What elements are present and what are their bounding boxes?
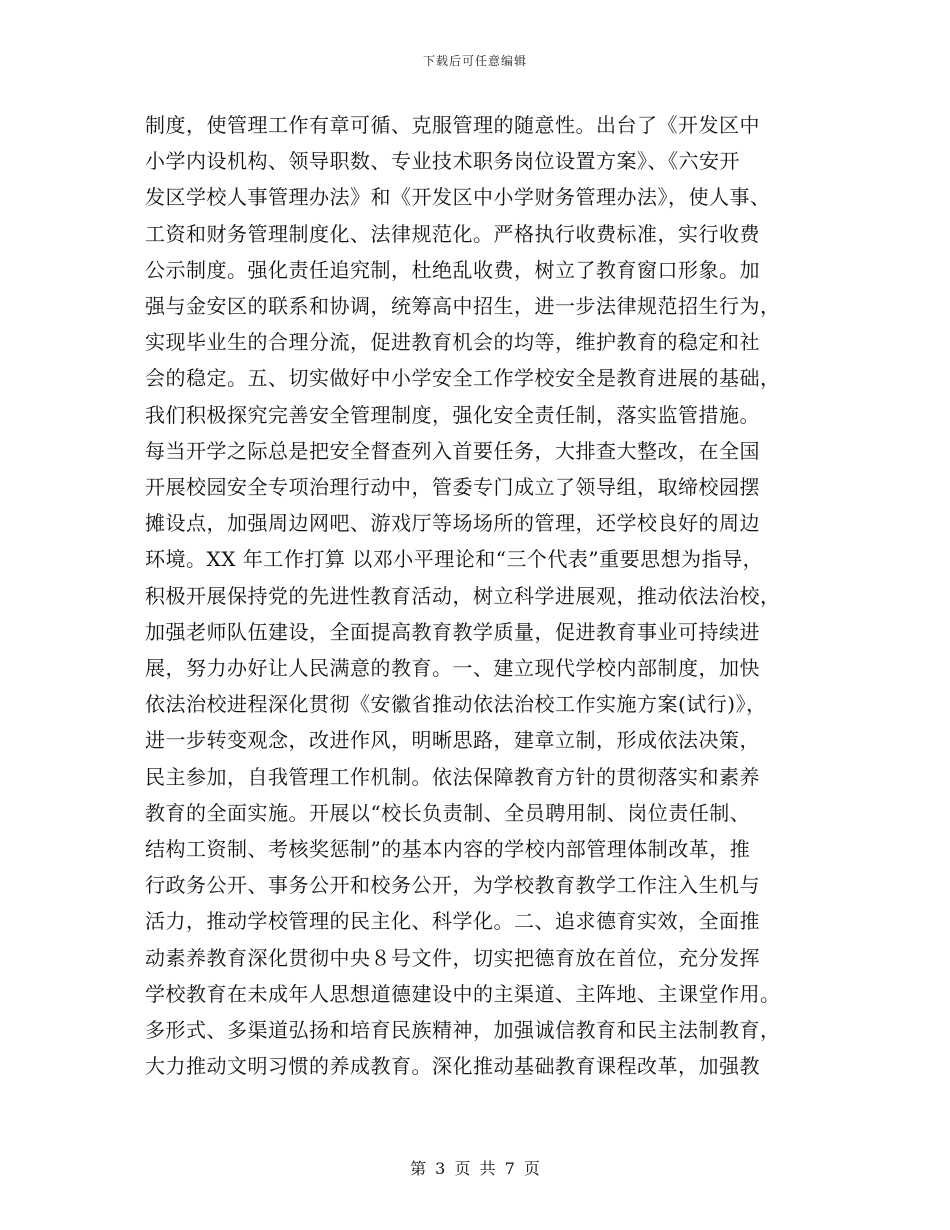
body-line: 活力，推动学校管理的民主化、科学化。二、追求德育实效，全面推 [145, 909, 760, 934]
body-line: 依法治校进程深化贯彻《安徽省推动依法治校工作实施方案(试行)》， [145, 692, 767, 717]
body-line: 展，努力办好让人民满意的教育。一、建立现代学校内部制度，加快 [145, 656, 760, 681]
body-line: 动素养教育深化贯彻中央８号文件，切实把德育放在首位，充分发挥 [145, 945, 760, 970]
body-line: 公示制度。强化责任追究制，杜绝乱收费，树立了教育窗口形象。加 [145, 257, 760, 282]
body-line: 我们积极探究完善安全管理制度，强化安全责任制，落实监管措施。 [145, 402, 760, 427]
page-number: 第 3 页 共 7 页 [410, 1159, 540, 1178]
body-line: 摊设点，加强周边网吧、游戏厅等场场所的管理，还学校良好的周边 [145, 511, 760, 536]
body-line: 学校教育在未成年人思想道德建设中的主渠道、主阵地、主课堂作用。 [145, 981, 781, 1006]
body-line: 发区学校人事管理办法》和《开发区中小学财务管理办法》，使人事、 [145, 185, 771, 210]
body-line: 环境。XX 年工作打算 以邓小平理论和“三个代表”重要思想为指导， [145, 547, 764, 572]
body-line: 多形式、多渠道弘扬和培育民族精神，加强诚信教育和民主法制教育， [145, 1018, 781, 1043]
body-line: 强与金安区的联系和协调，统筹高中招生，进一步法律规范招生行为， [145, 294, 781, 319]
page-header: 下载后可任意编辑 [422, 54, 527, 68]
body-line: 大力推动文明习惯的养成教育。深化推动基础教育课程改革，加强教 [145, 1054, 760, 1079]
body-line: 会的稳定。五、切实做好中小学安全工作学校安全是教育进展的基础， [145, 366, 781, 391]
body-line: 民主参加，自我管理工作机制。依法保障教育方针的贯彻落实和素养 [145, 764, 760, 789]
body-line: 开展校园安全专项治理行动中，管委专门成立了领导组，取缔校园摆 [145, 475, 760, 500]
body-line: 积极开展保持党的先进性教育活动，树立科学进展观，推动依法治校， [145, 583, 781, 608]
body-line: 制度，使管理工作有章可循、克服管理的随意性。出台了《开发区中 [145, 113, 760, 137]
body-line: 教育的全面实施。开展以“校长负责制、全员聘用制、岗位责任制、 [145, 800, 751, 825]
body-line: 进一步转变观念，改进作风，明晰思路，建章立制，形成依法决策， [145, 728, 760, 753]
body-line: 加强老师队伍建设，全面提高教育教学质量，促进教育事业可持续进 [145, 619, 760, 644]
body-line: 工资和财务管理制度化、法律规范化。严格执行收费标准，实行收费 [145, 221, 760, 246]
body-line: 结构工资制、考核奖惩制”的基本内容的学校内部管理体制改革，推 [145, 837, 751, 862]
body-line: 小学内设机构、领导职数、专业技术职务岗位设置方案》、《六安开 [145, 149, 740, 174]
body-line: 实现毕业生的合理分流，促进教育机会的均等，维护教育的稳定和社 [145, 330, 760, 355]
document-body [145, 107, 810, 1084]
body-line: 每当开学之际总是把安全督查列入首要任务，大排查大整改，在全国 [145, 438, 760, 463]
body-line: 行政务公开、事务公开和校务公开，为学校教育教学工作注入生机与 [145, 873, 760, 898]
